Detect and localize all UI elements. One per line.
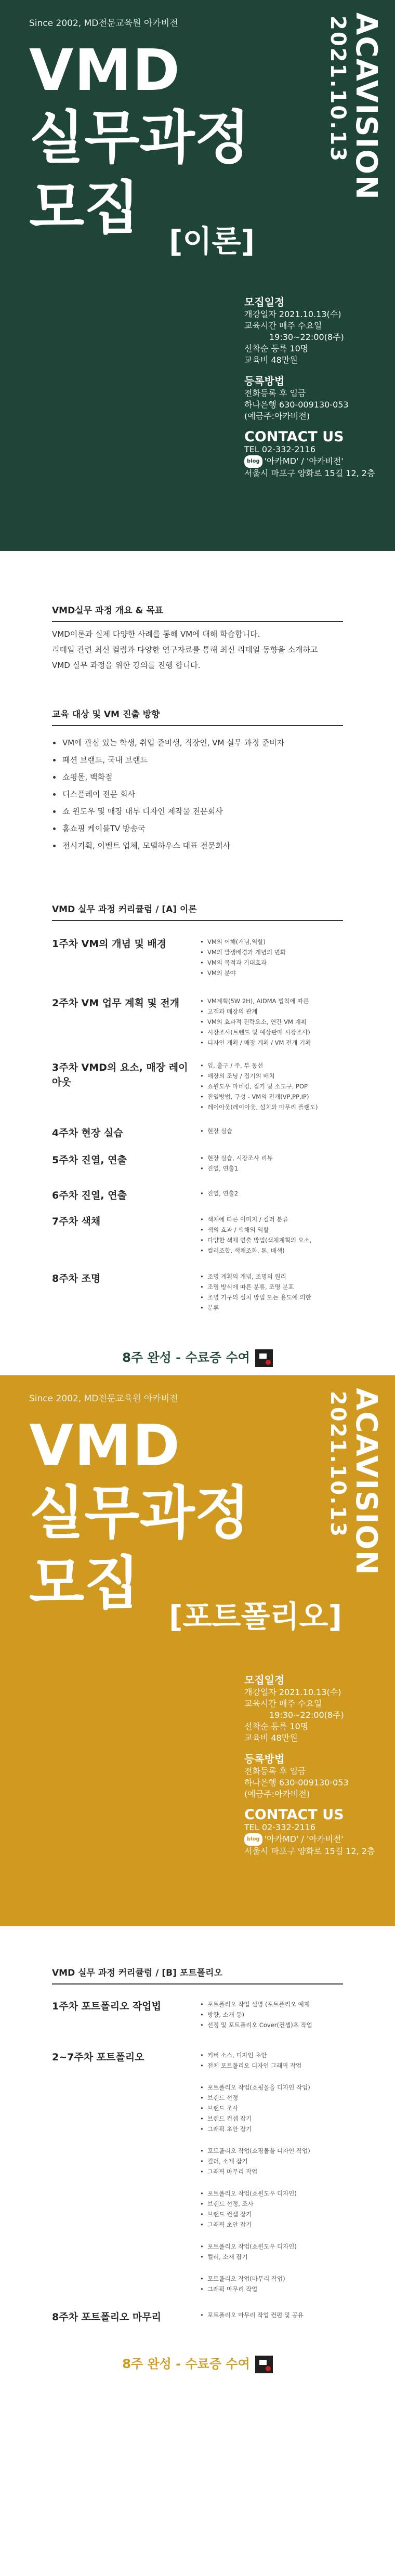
list-item: • 조명 기구의 설치 방법 또는 용도에 의한 xyxy=(200,1292,311,1303)
week-row xyxy=(0,2146,395,2177)
week-label: 5주차 진열, 연출 xyxy=(52,1154,127,1166)
week-label: 6주차 진열, 연출 xyxy=(52,1190,127,1201)
register-line: 전화등록 후 입금 xyxy=(244,1766,306,1776)
list-item: VM에 관심 있는 학생, 취업 준비생, 직장인, VM 실무 과정 준비자 xyxy=(52,734,343,752)
recruit-line: 19:30~22:00(8주) xyxy=(269,1710,344,1720)
list-item: • 컬러, 소재 잡기 xyxy=(200,2156,310,2166)
blog-icon: blog xyxy=(244,1833,262,1846)
week-label: 3주차 VMD의 요소, 매장 레이아웃 xyxy=(52,1062,188,1088)
week-label xyxy=(52,2273,200,2294)
list-item: • 분류 xyxy=(200,1303,311,1313)
list-item: 쇼핑몰, 백화점 xyxy=(52,769,343,786)
week-topics xyxy=(200,2188,297,2230)
recruit-line: 교육비 48만원 xyxy=(244,355,298,365)
tel-text: TEL 02-332-2116 xyxy=(244,444,316,454)
hero-theory xyxy=(0,0,395,551)
week-row xyxy=(0,937,395,978)
list-item: • 디자인 계획 / 매장 계획 / VM 전개 기획 xyxy=(200,1037,311,1048)
week-label xyxy=(52,2241,200,2262)
title-bracket: [이론] xyxy=(169,224,255,259)
curriculum-a-section xyxy=(0,894,395,1375)
list-item: • 색채에 따른 이미지 / 컬러 분류 xyxy=(200,1214,312,1225)
list-item: • 포트폴리오 작업(쇼윈도우 디자인) xyxy=(200,2241,297,2252)
week-label: 4주차 현장 실습 xyxy=(52,1127,123,1139)
week-topics xyxy=(200,2146,310,2177)
list-item: • 매장의 조닝 / 집기의 배치 xyxy=(200,1071,318,1081)
list-item: 홈쇼핑 케이블TV 방송국 xyxy=(52,820,343,837)
list-item: • 시장조사(트렌드 및 예상판매 시장조사) xyxy=(200,1027,311,1037)
curriculum-b-section xyxy=(0,1926,395,2382)
week-topics xyxy=(200,1999,312,2030)
since-text: Since 2002, MD전문교육원 아카비전 xyxy=(29,1394,178,1404)
vertical-brand-date xyxy=(313,12,383,201)
week-row xyxy=(0,1126,395,1140)
since-text: Since 2002, MD전문교육원 아카비전 xyxy=(29,18,178,29)
week-topics xyxy=(200,2273,285,2294)
target-title: 교육 대상 및 VM 진출 방향 xyxy=(52,709,160,720)
target-list xyxy=(0,726,395,855)
list-item: • 조명 계획의 개념, 조명의 원리 xyxy=(200,1271,311,1282)
week-row xyxy=(0,1214,395,1256)
week-label: 8주차 포트폴리오 마무리 xyxy=(52,2311,161,2323)
week-topics xyxy=(200,2241,297,2262)
week-row xyxy=(0,1271,395,1313)
hero-portfolio xyxy=(0,1375,395,1926)
list-item: • 그래픽 초안 잡기 xyxy=(200,2219,297,2230)
list-item: • VM의 이해(개념,역할) xyxy=(200,937,286,947)
list-item: • 브랜드 컨셉 잡기 xyxy=(200,2209,297,2219)
week-row xyxy=(0,1060,395,1112)
list-item: • 그래픽 마무리 작업 xyxy=(200,2284,285,2294)
list-item: • 브랜드 선정 xyxy=(200,2093,310,2103)
list-item: • 다양한 색채 연출 방법(색채계획의 요소, xyxy=(200,1235,312,1245)
recruit-line: 교육시간 매주 수요일 xyxy=(244,321,322,331)
vertical-date: 2021.10.13 xyxy=(326,1391,350,1539)
info-block xyxy=(244,1674,390,1857)
finish-banner xyxy=(0,2340,395,2382)
title-course: 실무과정 xyxy=(29,104,251,171)
list-item: 쇼 윈도우 및 매장 내부 디자인 제작물 전문회사 xyxy=(52,803,343,820)
title-vmd: VMD xyxy=(29,1412,181,1479)
week-row xyxy=(0,1999,395,2030)
week-topics xyxy=(200,996,311,1048)
register-line: 하나은행 630-009130-053 xyxy=(244,400,349,410)
blog-line[interactable] xyxy=(244,455,390,468)
title-recruit: 모집 xyxy=(29,175,140,241)
list-item: • 방향, 소개 등) xyxy=(200,2009,312,2020)
week-row xyxy=(0,2310,395,2324)
register-heading: 등록방법 xyxy=(244,375,285,387)
blog-line[interactable] xyxy=(244,1833,390,1846)
curriculum-a-title: VMD 실무 과정 커리큘럼 / [A] 이론 xyxy=(52,904,197,915)
list-item: • 브랜드 조사 xyxy=(200,2103,310,2113)
recruit-line: 선착순 등록 10명 xyxy=(244,344,309,353)
title-course: 실무과정 xyxy=(29,1480,251,1546)
list-item: • 현장 실습, 시장조사 리뷰 xyxy=(200,1153,273,1163)
list-item: 패션 브랜드, 국내 브랜드 xyxy=(52,752,343,769)
register-line: (예금주:아카비전) xyxy=(244,1789,310,1799)
list-item: • 쇼윈도우 마네킹, 집기 및 소도구, POP xyxy=(200,1081,318,1092)
week-label: 2주차 VM 업무 계획 및 전개 xyxy=(52,997,180,1009)
list-item: • VM의 분야 xyxy=(200,968,286,978)
target-section xyxy=(0,686,395,894)
week-row xyxy=(0,2188,395,2230)
list-item: • 컬러조합, 색채조화, 톤, 배색) xyxy=(200,1245,312,1256)
week-topics xyxy=(200,1126,232,1140)
week-topics xyxy=(200,1271,311,1313)
list-item: • 선정 및 포트폴리오 Cover(컨셉)초 작업 xyxy=(200,2020,312,2030)
week-label xyxy=(52,2188,200,2230)
curriculum-b-title: VMD 실무 과정 커리큘럼 / [B] 포트폴리오 xyxy=(52,1968,222,1978)
blog-text: '아카MD' / '아카비전' xyxy=(264,456,344,466)
list-item: • 브랜드 선정, 조사 xyxy=(200,2199,297,2209)
list-item: • 그래픽 초안 잡기 xyxy=(200,2124,310,2134)
week-row xyxy=(0,2241,395,2262)
week-row xyxy=(0,2050,395,2071)
tel-text: TEL 02-332-2116 xyxy=(244,1822,316,1832)
list-item: • 포트폴리오 작업(쇼핑몰을 디자인 작업) xyxy=(200,2146,310,2156)
week-topics xyxy=(200,937,286,978)
week-row xyxy=(0,2273,395,2294)
week-label xyxy=(52,2082,200,2134)
vertical-brand: ACAVISION xyxy=(349,1388,383,1576)
overview-line: VMD이론과 실제 다양한 사례를 통해 VM에 대해 학습합니다. xyxy=(52,629,260,639)
overview-section xyxy=(0,551,395,686)
list-item: • VM의 효과적 전략요소, 연간 VM 계획 xyxy=(200,1017,311,1027)
register-line: (예금주:아카비전) xyxy=(244,411,310,421)
recruit-line: 19:30~22:00(8주) xyxy=(269,332,344,342)
finish-text: 8주 완성 - 수료증 수여 xyxy=(122,1350,250,1365)
curriculum-b-weeks xyxy=(0,1984,395,2324)
list-item: • 진열, 연출2 xyxy=(200,1188,238,1199)
list-item: 전시기획, 이벤트 업체, 모델하우스 대표 전문회사 xyxy=(52,837,343,855)
overview-line: VMD 실무 과정을 위한 강의를 진행 합니다. xyxy=(52,661,201,670)
week-topics xyxy=(200,2082,310,2134)
list-item: • 포트폴리오 작업(쇼윈도우 디자인) xyxy=(200,2188,297,2199)
week-topics xyxy=(200,1214,312,1256)
week-row xyxy=(0,1153,395,1174)
recruit-line: 교육비 48만원 xyxy=(244,1733,298,1743)
certificate-icon xyxy=(255,1349,273,1367)
finish-text: 8주 완성 - 수료증 수여 xyxy=(122,2357,250,2371)
list-item: • 고객과 매장의 관계 xyxy=(200,1006,311,1017)
list-item: 디스플레이 전문 회사 xyxy=(52,786,343,803)
address-text: 서울시 마포구 양화로 15길 12, 2층 xyxy=(244,1846,375,1856)
recruit-line: 개강일자 2021.10.13(수) xyxy=(244,1687,341,1697)
register-heading: 등록방법 xyxy=(244,1753,285,1765)
info-block xyxy=(244,296,390,479)
list-item: • 현장 실습 xyxy=(200,1126,232,1136)
week-label: 1주차 포트폴리오 작업법 xyxy=(52,2001,161,2012)
week-row xyxy=(0,1188,395,1203)
title-bracket: [포트폴리오] xyxy=(169,1599,343,1634)
blog-text: '아카MD' / '아카비전' xyxy=(264,1834,344,1844)
week-label: 7주차 색채 xyxy=(52,1216,101,1227)
list-item: • 색의 효과 / 색채의 역할 xyxy=(200,1225,312,1235)
list-item: • 입, 출구 / 주, 부 동선 xyxy=(200,1060,318,1071)
list-item: • 진열방법, 구성 - VM의 전개(VP,PP,IP) xyxy=(200,1092,318,1102)
list-item: • 포트폴리오 작업(마무리 작업) xyxy=(200,2273,285,2284)
list-item: • VM의 목적과 기대효과 xyxy=(200,957,286,968)
blog-icon: blog xyxy=(244,455,262,468)
recruit-heading: 모집일정 xyxy=(244,1674,285,1686)
week-row xyxy=(0,996,395,1048)
title-recruit: 모집 xyxy=(29,1550,140,1616)
vertical-date: 2021.10.13 xyxy=(326,16,350,163)
week-label: 2~7주차 포트폴리오 xyxy=(52,2052,144,2063)
week-topics xyxy=(200,1188,238,1203)
vertical-brand-date xyxy=(313,1388,383,1576)
list-item: • 커버 소스, 디자인 초안 xyxy=(200,2050,301,2060)
list-item: • 조명 방식에 따른 분류, 조명 분포 xyxy=(200,1282,311,1292)
list-item: • 포트폴리오 작업 설명 (포트폴리오 예제 xyxy=(200,1999,312,2009)
overview-line: 리테일 관련 최신 컬럼과 다양한 연구자료를 통해 최신 리테일 동향을 소개하고 xyxy=(52,645,318,654)
week-topics xyxy=(200,1153,273,1174)
list-item: • VM계획(5W 2H), AIDMA 법칙에 따른 xyxy=(200,996,311,1006)
finish-banner xyxy=(0,1334,395,1375)
title-vmd: VMD xyxy=(29,37,181,103)
recruit-line: 개강일자 2021.10.13(수) xyxy=(244,309,341,319)
list-item: • 레이아웃(레이아웃, 설치와 마무리 플랜도) xyxy=(200,1102,318,1112)
register-line: 하나은행 630-009130-053 xyxy=(244,1778,349,1788)
week-label xyxy=(52,2146,200,2177)
week-topics xyxy=(200,2050,301,2071)
week-topics xyxy=(200,2310,304,2324)
address-text: 서울시 마포구 양화로 15길 12, 2층 xyxy=(244,468,375,478)
week-label: 1주차 VM의 개념 및 배경 xyxy=(52,938,167,950)
recruit-heading: 모집일정 xyxy=(244,296,285,308)
recruit-line: 선착순 등록 10명 xyxy=(244,1721,309,1731)
certificate-icon xyxy=(255,2356,273,2373)
curriculum-a-weeks xyxy=(0,921,395,1313)
list-item: • 포트폴리오 마무리 작업 컨펌 및 공유 xyxy=(200,2310,304,2320)
list-item: • 그래픽 마무리 작업 xyxy=(200,2166,310,2177)
week-row xyxy=(0,2082,395,2134)
contact-heading: CONTACT US xyxy=(244,1807,344,1823)
list-item: • 브랜드 컨셉 잡기 xyxy=(200,2113,310,2124)
week-label: 8주차 조명 xyxy=(52,1273,101,1284)
contact-heading: CONTACT US xyxy=(244,429,344,445)
register-line: 전화등록 후 입금 xyxy=(244,388,306,398)
list-item: • VM의 발생배경과 개념의 변화 xyxy=(200,947,286,957)
overview-title: VMD실무 과정 개요 & 목표 xyxy=(52,606,164,616)
week-topics xyxy=(200,1060,318,1112)
list-item: • 포트폴리오 작업(쇼핑몰을 디자인 작업) xyxy=(200,2082,310,2093)
list-item: • 전체 포트폴리오 디자인 그래픽 작업 xyxy=(200,2060,301,2071)
recruit-line: 교육시간 매주 수요일 xyxy=(244,1699,322,1708)
list-item: • 진열, 연출1 xyxy=(200,1163,273,1174)
vertical-brand: ACAVISION xyxy=(349,12,383,201)
list-item: • 컬러, 소재 잡기 xyxy=(200,2252,297,2262)
